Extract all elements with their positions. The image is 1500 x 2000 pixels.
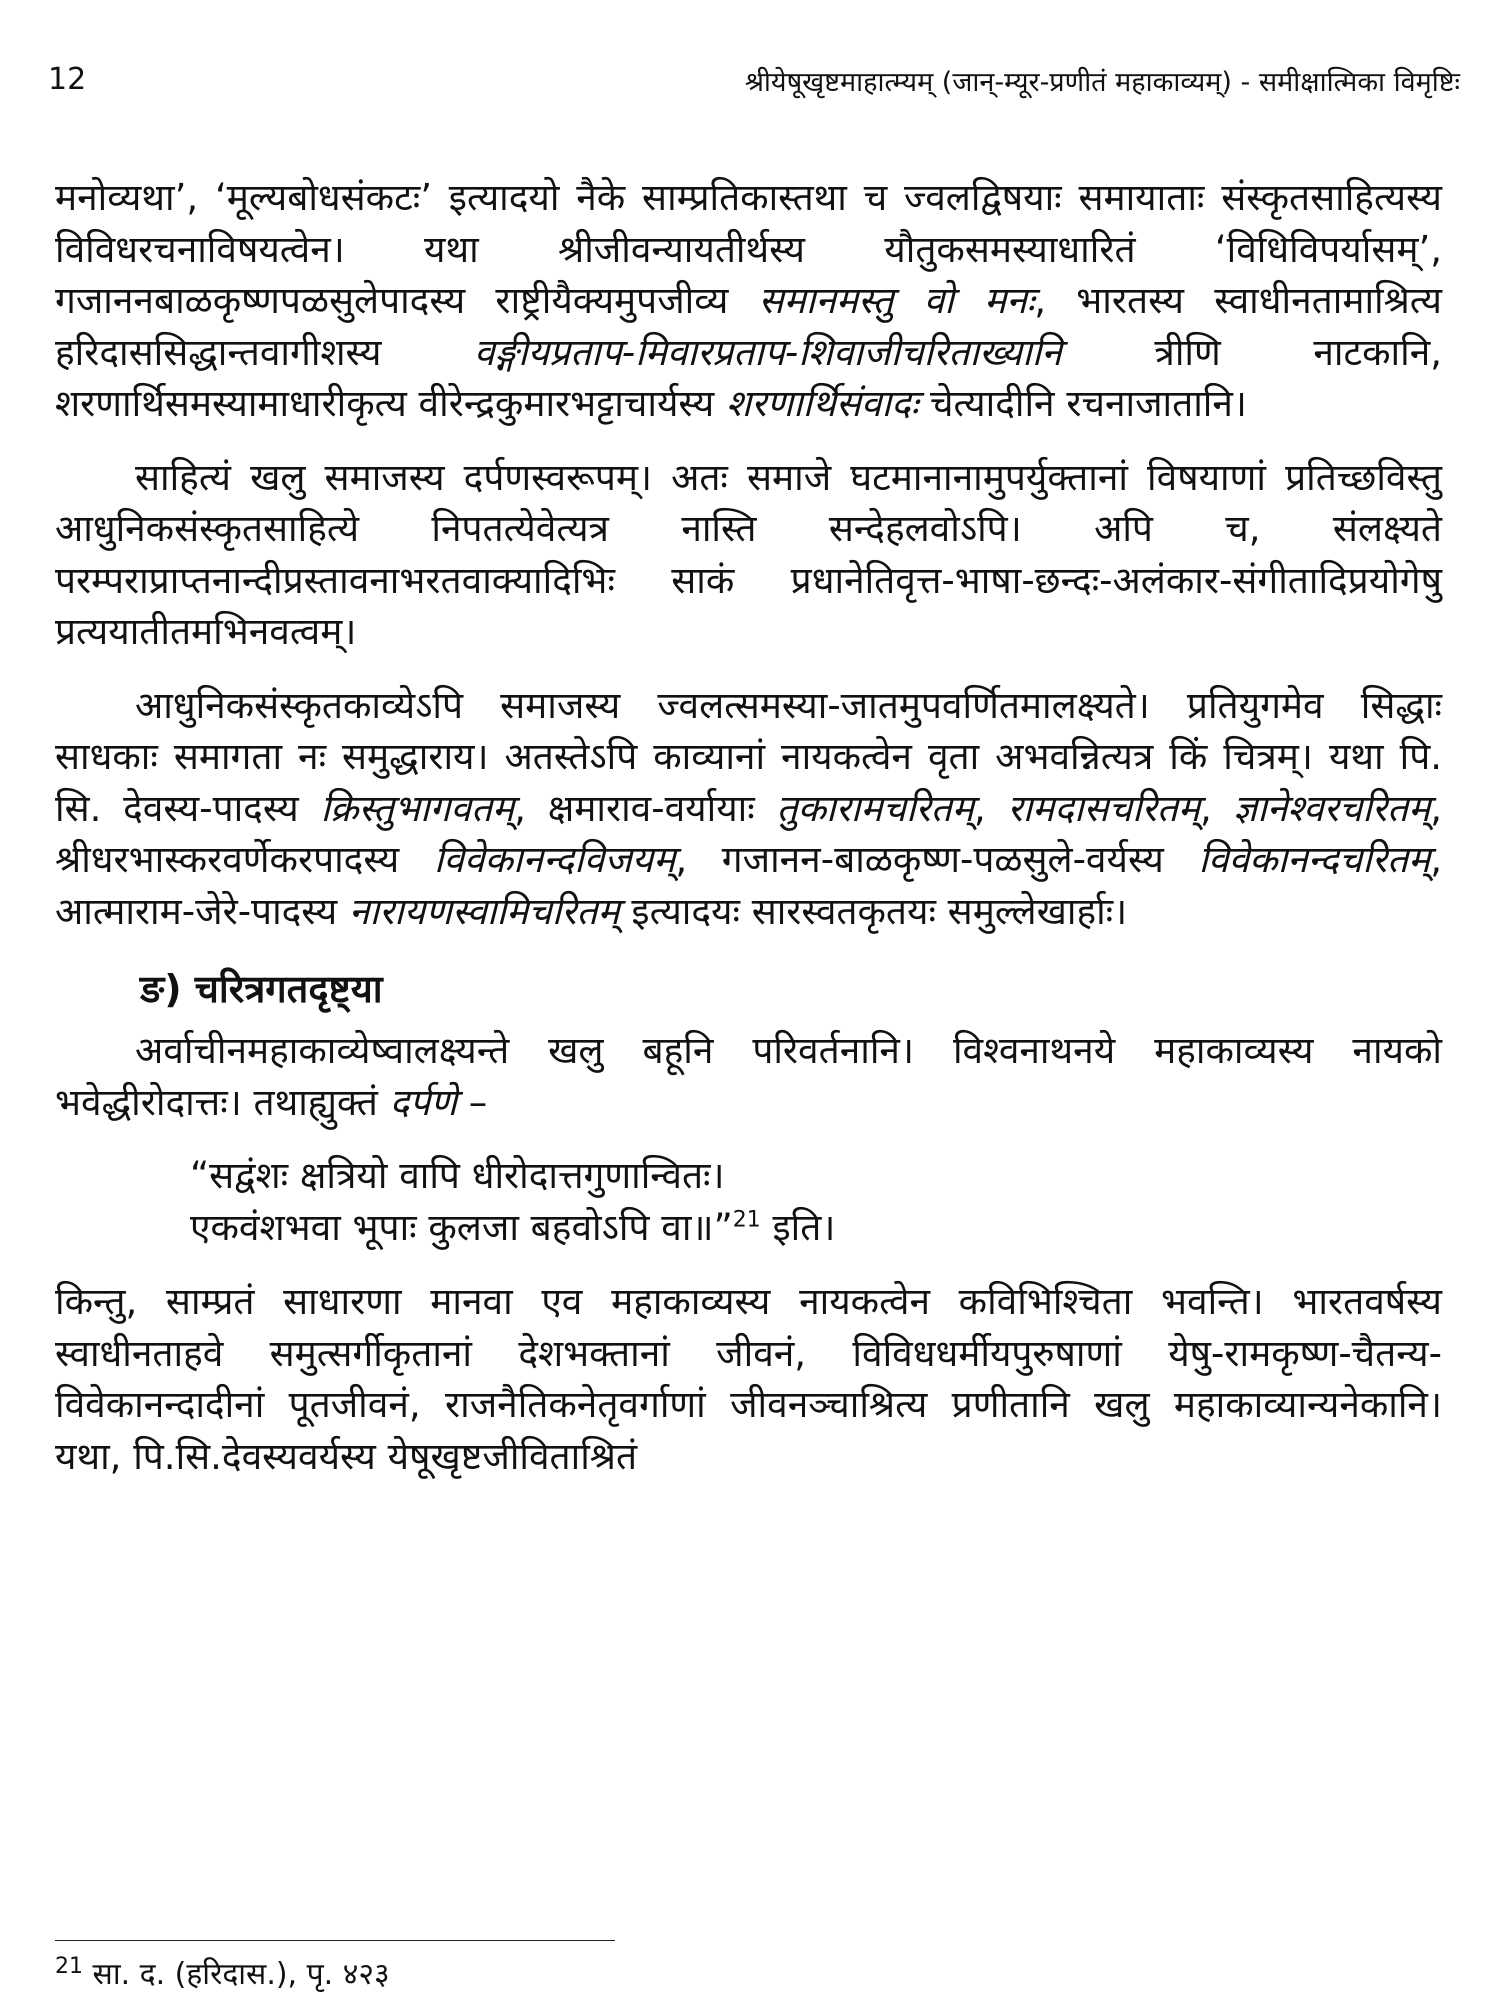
p1-text-1: मनोव्यथा’, ‘मूल्यबोधसंकटः’ इत्यादयो नैके साम्प्रतिकास्तथा च ज्वलद्विषयाः समायाताः संस्कृतसाहित्यस्य विविधरचनाविषयत्वेन। यथा श्रीजीवन्यायतीर्थस्य यौतुकसमस्याधारितं ‘विधिविपर्यासम्’, गजाननबाळकृष्णपळसुलेपादस्य राष्ट्रीयैक्यमुपजीव्य — [55, 176, 1442, 322]
p3-title-2: तुकारामचरितम् — [776, 786, 974, 830]
page-body — [55, 172, 1442, 1482]
p1-title-samanamastu: समानमस्तु वो मनः — [758, 279, 1035, 322]
p3-title-4: ज्ञानेश्वरचरितम् — [1233, 786, 1431, 830]
running-title: श्रीयेषूखृष्टमाहात्म्यम् (जान्-म्यूर-प्रणीतं महाकाव्यम्) - समीक्षात्मिका विमृष्टिः — [744, 67, 1460, 98]
p3-title-6: विवेकानन्दचरितम् — [1198, 838, 1431, 881]
p3-text-3: , — [973, 786, 1008, 830]
p4-title-darpane: दर्पणे — [389, 1080, 458, 1124]
paragraph-3 — [55, 680, 1442, 938]
page-number: 12 — [48, 62, 87, 97]
paragraph-5: किन्तु, साम्प्रतं साधारणा मानवा एव महाकाव्यस्य नायकत्वेन कविभिश्चिता भवन्ति। भारतवर्षस्य स्वाधीनताहवे समुत्सर्गीकृतानां देशभक्तानां जीवनं, विविधधर्मीयपुरुषाणां येषु-रामकृष्ण-चैतन्य-विवेकानन्दादीनां पूतजीवनं, राजनैतिकनेतृवर्गाणां जीवनञ्चाश्रित्य प्रणीतानि खलु महाकाव्यान्यनेकानि। यथा, पि.सि.देवस्यवर्यस्य येषूखृष्टजीविताश्रितं — [55, 1280, 1442, 1478]
page-header — [48, 62, 1460, 102]
p4-text-1: अर्वाचीनमहाकाव्येष्वालक्ष्यन्ते खलु बहूनि परिवर्तनानि। विश्वनाथनये महाकाव्यस्य नायको भवेद्धीरोदात्तः। तथाह्युक्तं — [55, 1029, 1442, 1124]
p3-text-4: , — [1199, 786, 1234, 830]
verse-line-2 — [190, 1202, 1442, 1254]
verse-after-text: इति। — [760, 1206, 836, 1249]
paragraph-4 — [55, 1025, 1442, 1128]
p3-text-5: , श्रीधरभास्करवर्णेकरपादस्य — [55, 786, 1442, 881]
p3-text-6: , गजानन-बाळकृष्ण-पळसुले-वर्यस्य — [675, 838, 1199, 881]
footnote-reference[interactable]: 21 — [732, 1207, 761, 1233]
paragraph-1 — [55, 172, 1442, 430]
p3-text-1: आधुनिकसंस्कृतकाव्येऽपि समाजस्य ज्वलत्समस्या-जातमुपवर्णितमालक्ष्यते। प्रतियुगमेव सिद्धाः साधकाः समागता नः समुद्धाराय। अतस्तेऽपि काव्यानां नायकत्वेन वृता अभवन्नित्यत्र किं चित्रम्। यथा पि. सि. देवस्य-पादस्य — [55, 683, 1442, 830]
p3-text-7: , आत्माराम-जेरे-पादस्य — [55, 838, 1442, 933]
p3-text-2: , क्षमाराव-वर्यायाः — [514, 786, 777, 830]
p3-title-5: विवेकानन्दविजयम् — [433, 838, 676, 881]
footnote — [55, 1952, 390, 1993]
p3-text-8: इत्यादयः सारस्वतकृतयः समुल्लेखार्हाः। — [619, 889, 1128, 933]
footnote-divider — [55, 1940, 615, 1941]
p3-title-3: रामदासचरितम् — [1007, 786, 1200, 830]
footnote-number: 21 — [55, 1954, 83, 1979]
footnote-text: सा. द. (हरिदास.), पृ. ४२३ — [83, 1957, 390, 1992]
p1-text-2: , भारतस्य स्वाधीनतामाश्रित्य हरिदाससिद्धान्तवागीशस्य — [55, 279, 1442, 374]
verse-line-2-text: एकवंशभवा भूपाः कुलजा बहवोऽपि वा॥” — [190, 1206, 733, 1249]
paragraph-2: साहित्यं खलु समाजस्य दर्पणस्वरूपम्। अतः समाजे घटमानानामुपर्युक्तानां विषयाणां प्रतिच्छविस्तु आधुनिकसंस्कृतसाहित्ये निपतत्येवेत्यत्र नास्ति सन्देहलवोऽपि। अपि च, संलक्ष्यते परम्पराप्राप्तनान्दीप्रस्तावनाभरतवाक्यादिभिः साकं प्रधानेतिवृत्त-भाषा-छन्दः-अलंकार-संगीतादिप्रयोगेषु प्रत्ययातीतमभिनवत्वम्। — [55, 455, 1442, 653]
verse-quote — [190, 1150, 1442, 1254]
p1-title-natakas: वङ्गीयप्रताप-मिवारप्रताप-शिवाजीचरिताख्यानि — [474, 330, 1062, 374]
verse-line-1: “सद्वंशः क्षत्रियो वापि धीरोदात्तगुणान्वितः। — [190, 1154, 725, 1197]
p1-title-sharanarthi: शरणार्थिसंवादः — [726, 382, 919, 425]
p3-title-7: नारायणस्वामिचरितम् — [348, 889, 620, 933]
p4-text-2: – — [457, 1080, 488, 1124]
section-heading: ङ) चरित्रगतदृष्ट्या — [140, 967, 383, 1011]
p1-text-3: त्रीणि नाटकानि, शरणार्थिसमस्यामाधारीकृत्य वीरेन्द्रकुमारभट्टाचार्यस्य — [55, 330, 1442, 425]
p1-text-4: चेत्यादीनि रचनाजातानि। — [918, 382, 1247, 425]
p3-title-1: क्रिस्तुभागवतम् — [320, 786, 515, 830]
